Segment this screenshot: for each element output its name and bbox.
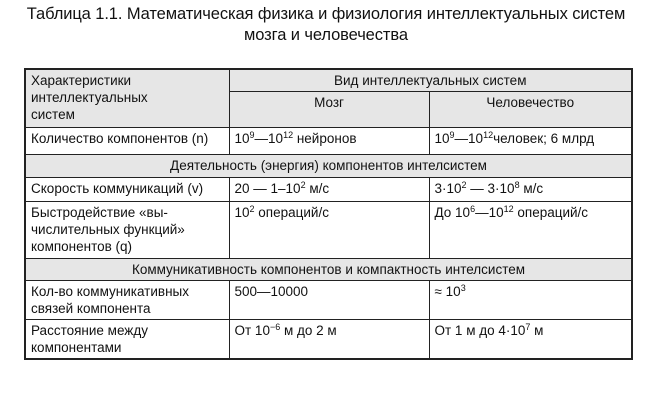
section-header: Коммуникативность компонентов и компактность интелсистем — [25, 259, 632, 281]
cell-brain: 20 — $1-10^2$ м/с — [229, 178, 429, 202]
cell-humanity: ≈ $10^3$ — [429, 281, 632, 320]
row-label: Расстояние между компонентами — [25, 320, 229, 360]
comparison-table — [24, 68, 633, 360]
table-row — [25, 320, 632, 360]
table-caption — [0, 4, 652, 46]
caption-line-2: мозга и человечества — [244, 26, 408, 44]
cell-brain: От $10^{-6}$ м до 2 м — [229, 320, 429, 360]
table-row — [25, 128, 632, 155]
cell-humanity: До $10^6—10^{12}$ операций/с — [429, 202, 632, 259]
cell-brain: $10^2$ операций/с — [229, 202, 429, 259]
row-label: Кол-во коммуникативных связей компонента — [25, 281, 229, 320]
cell-brain: 500—10000 — [229, 281, 429, 320]
table-row — [25, 202, 632, 259]
column-header-brain: Мозг — [229, 92, 429, 128]
row-label: Количество компонентов (n) — [25, 128, 229, 155]
column-header-humanity: Человечество — [429, 92, 632, 128]
row-label: Быстродействие «вы- числительных функций» компонентов (q) — [25, 202, 229, 259]
group-header: Вид интеллектуальных систем — [229, 69, 632, 92]
row-label: Скорость коммуникаций (v) — [25, 178, 229, 202]
table-row — [25, 178, 632, 202]
cell-brain: $10^9—10^{12}$ нейронов — [229, 128, 429, 155]
table-row — [25, 281, 632, 320]
header-corner-cell — [25, 69, 229, 128]
corner-line-2: интеллектуальных — [31, 90, 148, 105]
corner-line-1: Характеристики — [31, 73, 132, 88]
corner-line-3: систем — [31, 107, 75, 122]
section-header: Деятельность (энергия) компонентов интелсистем — [25, 155, 632, 178]
cell-humanity: $3\cdot 10^2$ — $3\cdot 10^8$ м/с — [429, 178, 632, 202]
cell-humanity: $10^9—10^{12}человек$; 6 млрд — [429, 128, 632, 155]
caption-line-1: Таблица 1.1. Математическая физика и физиология интеллектуальных систем — [26, 5, 626, 23]
cell-humanity: От 1 м до $4\cdot 10^7$ м — [429, 320, 632, 360]
